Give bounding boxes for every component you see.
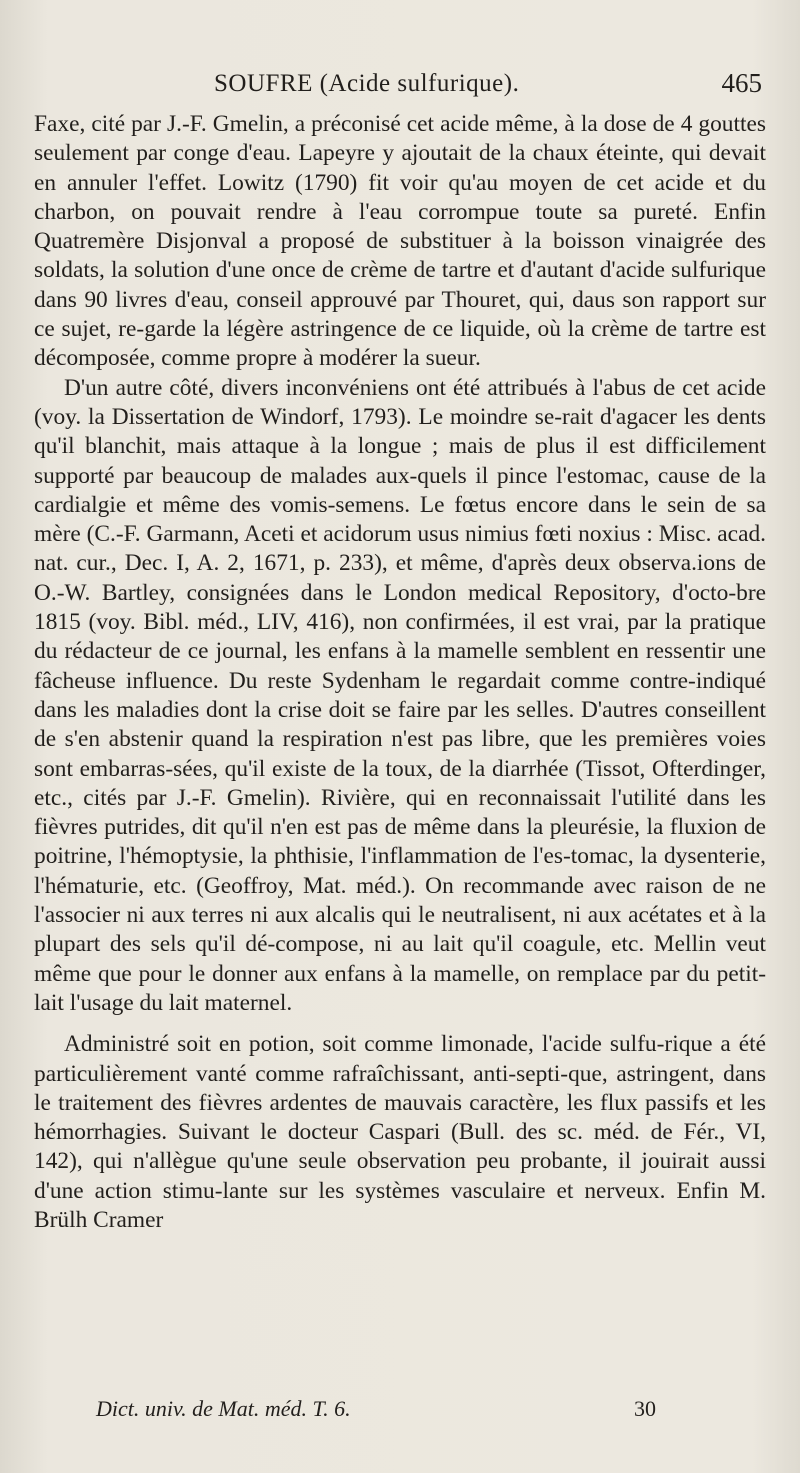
body-text <box>34 110 766 1235</box>
running-title: SOUFRE (Acide sulfurique). <box>214 70 520 97</box>
page-footer <box>34 1396 766 1432</box>
footer-title: Dict. univ. de Mat. méd. T. 6. <box>96 1396 351 1421</box>
page-header <box>34 66 766 106</box>
signature-mark: 30 <box>634 1396 656 1421</box>
paragraph: Faxe, cité par J.-F. Gmelin, a préconisé cet acide même, à la dose de 4 gouttes seulement par conge d'eau. Lapeyre y ajoutait de la chaux éteinte, qui devait en annuler l'effet. Lowitz (1790) fit voir qu'au moyen de cet acide et du charbon, on pouvait rendre à l'eau corrompue toute sa pureté. Enfin Quatremère Disjonval a proposé de substituer à la boisson vinaigrée des soldats, la solution d'une once de crème de tartre et d'autant d'acide sulfurique dans 90 livres d'eau, conseil approuvé par Thouret, qui, daus son rapport sur ce sujet, re-garde la légère astringence de ce liquide, où la crème de tartre est décomposée, comme propre à modérer la sueur. <box>34 111 766 372</box>
page-number: 465 <box>721 68 762 98</box>
paragraph: Administré soit en potion, soit comme limonade, l'acide sulfu-rique a été particulièrement vanté comme rafraîchissant, anti-septi-que, astringent, dans le traitement des fièvres ardentes de mauvais caractère, les flux passifs et les hémorrhagies. Suivant le docteur Caspari (Bull. des sc. méd. de Fér., VI, 142), qui n'allègue qu'une seule observation peu probante, il jouirait aussi d'une action stimu-lante sur les systèmes vasculaire et nerveux. Enfin M. Brülh Cramer <box>34 1031 766 1233</box>
paragraph: D'un autre côté, divers inconvéniens ont été attribués à l'abus de cet acide (voy. la Dissertation de Windorf, 1793). Le moindre se-rait d'agacer les dents qu'il blanchit, mais attaque à la longue ; mais de plus il est difficilement supporté par beaucoup de malades aux-quels il pince l'estomac, cause de la cardialgie et même des vomis-semens. Le fœtus encore dans le sein de sa mère (C.-F. Garmann, Aceti et acidorum usus nimius fœti noxius : Misc. acad. nat. cur., Dec. I, A. 2, 1671, p. 233), et même, d'après deux observa.ions de O.-W. Bartley, consignées dans le London medical Repository, d'octo-bre 1815 (voy. Bibl. méd., LIV, 416), non confirmées, il est vrai, par la pratique du rédacteur de ce journal, les enfans à la mamelle semblent en ressentir une fâcheuse influence. Du reste Sydenham le regardait comme contre-indiqué dans les maladies dont la crise doit se faire par les selles. D'autres conseillent de s'en abstenir quand la respiration n'est pas libre, que les premières voies sont embarras-sées, qu'il existe de la toux, de la diarrhée (Tissot, Ofterdinger, etc., cités par J.-F. Gmelin). Rivière, qui en reconnaissait l'utilité dans les fièvres putrides, dit qu'il n'en est pas de même dans la pleurésie, la fluxion de poitrine, l'hémoptysie, la phthisie, l'inflammation de l'es-tomac, la dysenterie, l'hématurie, etc. (Geoffroy, Mat. méd.). On recommande avec raison de ne l'associer ni aux terres ni aux alcalis qui le neutralisent, ni aux acétates et à la plupart des sels qu'il dé-compose, ni au lait qu'il coagule, etc. Mellin veut même que pour le donner aux enfans à la mamelle, on remplace par du petit-lait l'usage du lait maternel. <box>34 374 766 1016</box>
